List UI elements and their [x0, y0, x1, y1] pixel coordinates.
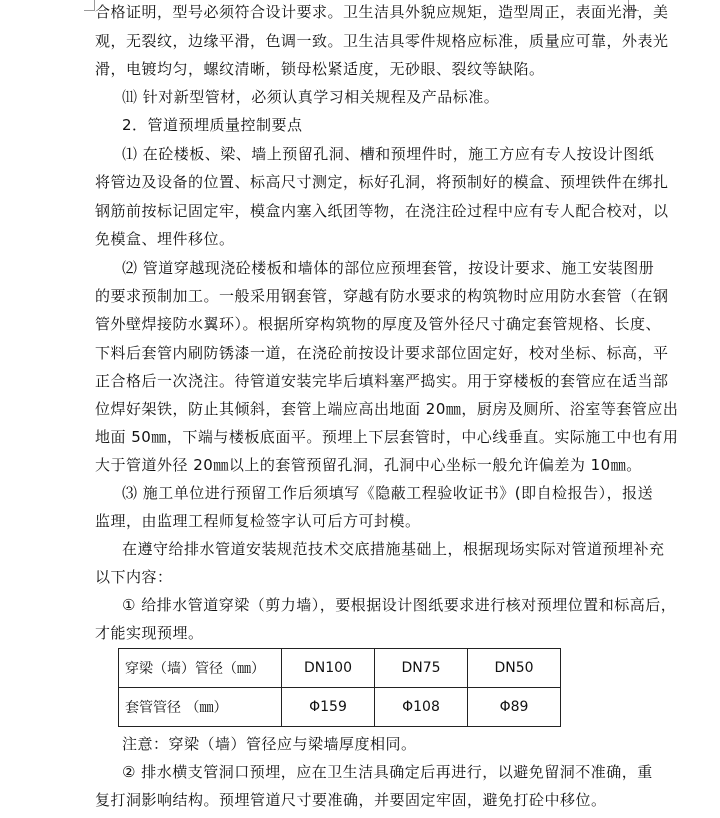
table-cell: DN50: [468, 649, 561, 688]
paragraph-line: 的要求预制加工。一般采用钢套管，穿越有防水要求的构筑物时应用防水套管（在钢: [95, 287, 669, 305]
table-cell: Φ159: [282, 688, 375, 727]
paragraph-line: 位焊好架铁，防止其倾斜，套管上端应高出地面 20㎜，厨房及厕所、浴室等套管应出: [95, 400, 679, 418]
table-cell: DN100: [282, 649, 375, 688]
paragraph-line: 免模盒、埋件移位。: [95, 230, 235, 248]
paragraph-line: ② 排水横支管洞口预埋，应在卫生洁具确定后再进行，以避免留洞不准确，重: [122, 763, 653, 781]
paragraph-line: 大于管道外径 20㎜以上的套管预留孔洞，孔洞中心坐标一般允许偏差为 10㎜。: [95, 456, 642, 474]
paragraph-line: 才能实现预埋。: [95, 624, 204, 642]
paragraph-line: ⑾ 针对新型管材，必须认真学习相关规程及产品标准。: [122, 88, 500, 106]
table-row-header: 穿梁（墙）管径（㎜）: [119, 649, 282, 688]
paragraph-line: 注意：穿梁（墙）管径应与梁墙厚度相同。: [122, 735, 417, 753]
paragraph-line: 将管边及设备的位置、标高尺寸测定，标好孔洞，将预制好的模盒、预埋铁件在绑扎: [95, 173, 669, 191]
table-cell: Φ89: [468, 688, 561, 727]
paragraph-line: ① 给排水管道穿梁（剪力墙），要根据设计图纸要求进行核对预埋位置和标高后，: [122, 596, 677, 614]
table-cell: DN75: [375, 649, 468, 688]
paragraph-line: 地面 50㎜，下端与楼板底面平。预埋上下层套管时，中心线垂直。实际施工中也有用: [95, 428, 679, 446]
table-cell: Φ108: [375, 688, 468, 727]
paragraph-line: 管外壁焊接防水翼环）。根据所穿构筑物的厚度及管外径尺寸确定套管规格、长度、: [95, 315, 662, 333]
paragraph-line: 合格证明，型号必须符合设计要求。卫生洁具外貌应规矩，造型周正，表面光滑，美: [95, 3, 669, 21]
paragraph-line: ⑶ 施工单位进行预留工作后须填写《隐蔽工程验收证书》(即自检报告），报送: [122, 484, 654, 502]
paragraph-line: 下料后套管内刷防锈漆一道，在浇砼前按设计要求部位固定好，校对坐标、标高，平: [95, 344, 669, 362]
page-corner-mark-left: [84, 0, 95, 11]
paragraph-line: 监理，由监理工程师复检签字认可后方可封模。: [95, 512, 421, 530]
pipe-sleeve-table: [118, 648, 561, 727]
paragraph-line: 以下内容：: [95, 568, 173, 586]
paragraph-line: 滑，电镀均匀，螺纹清晰，锁母松紧适度，无砂眼、裂纹等缺陷。: [95, 60, 545, 78]
paragraph-line: 正合格后一次浇注。待管道安装完毕后填料塞严捣实。用于穿楼板的套管应在适当部: [95, 372, 669, 390]
paragraph-line: 2．管道预埋质量控制要点: [122, 116, 303, 134]
paragraph-line: 钢筋前按标记固定牢，模盒内塞入纸团等物，在浇注砼过程中应有专人配合校对，以: [95, 202, 669, 220]
paragraph-line: 复打洞影响结构。预埋管道尺寸要准确，并要固定牢固，避免打砼中移位。: [95, 791, 607, 809]
table-row: [119, 649, 561, 688]
paragraph-line: ⑵ 管道穿越现浇砼楼板和墙体的部位应预埋套管，按设计要求、施工安装图册: [122, 259, 655, 277]
paragraph-line: 在遵守给排水管道安装规范技术交底措施基础上，根据现场实际对管道预埋补充: [122, 540, 665, 558]
paragraph-line: 观，无裂纹，边缘平滑，色调一致。卫生洁具零件规格应标准，质量应可靠，外表光: [95, 32, 669, 50]
paragraph-line: ⑴ 在砼楼板、梁、墙上预留孔洞、槽和预埋件时，施工方应有专人按设计图纸: [122, 145, 655, 163]
table-row: [119, 688, 561, 727]
table-row-header: 套管管径 （㎜）: [119, 688, 282, 727]
